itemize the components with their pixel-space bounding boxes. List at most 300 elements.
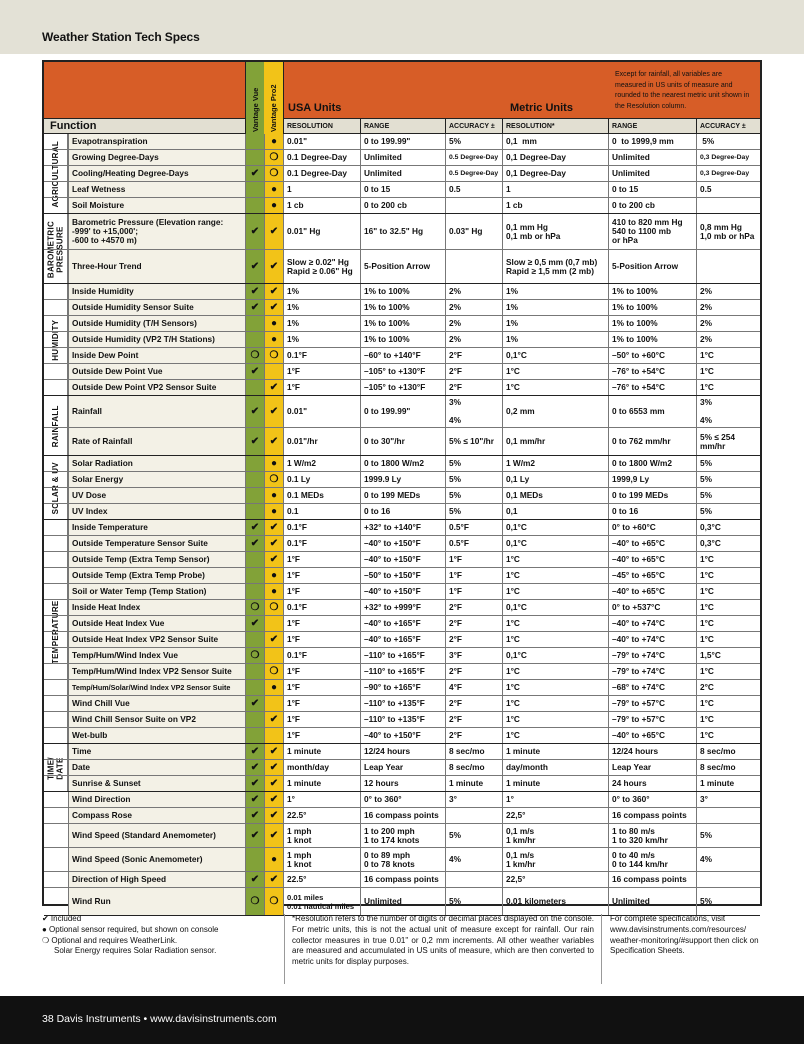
metric-resolution-cell: 1°C [502,584,608,599]
usa-resolution-cell: 0.01" Hg [283,214,360,249]
metric-resolution-cell: 1% [502,284,608,299]
usa-resolution-cell: 1°F [283,728,360,743]
usa-range-cell: –90° to +165°F [360,680,445,695]
function-cell: UV Dose [68,488,245,503]
usa-resolution-cell: 1 minute [283,744,360,759]
metric-accuracy-cell: 1°C [696,568,760,583]
table-row [44,792,760,808]
usa-range-cell: –110° to +165°F [360,648,445,663]
usa-resolution-cell: 1 minute [283,776,360,791]
usa-range-cell: +32° to +140°F [360,520,445,535]
usa-resolution-cell: 1°F [283,552,360,567]
usa-resolution-cell: 1 mph 1 knot [283,848,360,871]
legend-weatherlink: ❍ Optional and requires WeatherLink. [42,935,178,945]
usa-accuracy-cell: 5% [445,134,502,149]
metric-range-cell: –79° to +57°C [608,696,696,711]
resolution-footnote: *Resolution refers to the number of digits or decimal places displayed on the console. For metric units, this is not the actual unit of measure except for rainfall. Our rain collector measures in true 0.01" or 0,2 mm increments. All other weather variables are measured and accumulated in US units of measure, which are then converted to metric units for display purposes. [292,914,594,967]
table-row [44,776,760,792]
table-row [44,728,760,744]
usa-accuracy-cell: 3°F [445,648,502,663]
vantage-pro2-cell [264,728,283,743]
usa-resolution-cell: 1 cb [283,198,360,213]
function-cell: Temp/Hum/Wind Index VP2 Sensor Suite [68,664,245,679]
usa-range-cell: 0 to 15 [360,182,445,197]
table-row [44,616,760,632]
metric-range-cell: –40° to +65°C [608,584,696,599]
metric-accuracy-cell: 1°C [696,348,760,363]
vantage-vue-cell: ✔ [245,776,264,791]
vantage-vue-cell: ✔ [245,428,264,455]
usa-range-cell: 1% to 100% [360,284,445,299]
metric-range-cell: –40° to +65°C [608,728,696,743]
category-label: TEMPERATURE [50,600,60,664]
function-cell: Sunrise & Sunset [68,776,245,791]
usa-resolution-cell: 0.1°F [283,648,360,663]
metric-resolution-cell: 0,1 mm/hr [502,428,608,455]
usa-accuracy-cell: 4% [445,848,502,871]
usa-range-cell: 12/24 hours [360,744,445,759]
vantage-vue-cell: ✔ [245,166,264,181]
vantage-vue-cell [245,584,264,599]
metric-range-cell: 1% to 100% [608,332,696,347]
vantage-pro2-cell: ● [264,568,283,583]
function-cell: Cooling/Heating Degree-Days [68,166,245,181]
usa-range-cell: 1 to 200 mph 1 to 174 knots [360,824,445,847]
usa-range-cell: –50° to +150°F [360,568,445,583]
metric-resolution-cell: 1 minute [502,776,608,791]
table-row [44,214,760,250]
metric-accuracy-cell: 0,3°C [696,520,760,535]
vantage-pro2-cell [264,364,283,379]
function-cell: Solar Radiation [68,456,245,471]
metric-range-cell: 0° to +537°C [608,600,696,615]
metric-resolution-cell: 0,1 m/s 1 km/hr [502,824,608,847]
metric-range-cell: 0 to 16 [608,504,696,519]
legend-optional-sensor: ● Optional sensor required, but shown on console [42,924,219,934]
metric-range-cell: –50° to +60°C [608,348,696,363]
metric-range-cell: –40° to +65°C [608,536,696,551]
metric-resolution-cell: 1 [502,182,608,197]
vantage-vue-cell: ❍ [245,888,264,915]
usa-range-cell: –110° to +135°F [360,712,445,727]
usa-accuracy-cell: 0.5 Degree-Day [445,166,502,181]
vantage-pro2-cell: ✔ [264,536,283,551]
usa-resolution-cell: 0.1°F [283,520,360,535]
usa-range-cell: 16 compass points [360,872,445,887]
usa-range-cell: 16 compass points [360,808,445,823]
vantage-pro2-cell: ✔ [264,776,283,791]
vantage-vue-cell [245,848,264,871]
metric-accuracy-cell: 3° [696,792,760,807]
usa-range-cell: 0 to 1800 W/m2 [360,456,445,471]
vantage-pro2-cell: ✔ [264,792,283,807]
metric-range-cell: Unlimited [608,166,696,181]
metric-resolution-cell: 1°C [502,664,608,679]
usa-accuracy-cell: 5% [445,472,502,487]
metric-range-cell: 1% to 100% [608,316,696,331]
usa-accuracy-cell: 5% [445,504,502,519]
vantage-pro2-cell: ❍ [264,600,283,615]
function-cell: Wind Run [68,888,245,915]
table-row [44,182,760,198]
vantage-vue-cell: ✔ [245,520,264,535]
usa-resolution-cell: 1 [283,182,360,197]
usa-resolution-cell: 1°F [283,696,360,711]
vantage-pro2-cell [264,696,283,711]
category-label: AGRICULTURAL [50,140,60,208]
metric-range-cell: 0 to 6553 mm [608,396,696,427]
usa-range-cell: +32° to +999°F [360,600,445,615]
metric-accuracy-cell: 5% [696,888,760,915]
vantage-pro2-cell: ✔ [264,396,283,427]
metric-resolution-cell: 0,1°C [502,600,608,615]
usa-accuracy-cell: 2°F [445,632,502,647]
usa-accuracy-cell: 5% ≤ 10"/hr [445,428,502,455]
metric-range-cell: 0 to 200 cb [608,198,696,213]
usa-resolution-cell: 1°F [283,712,360,727]
metric-range-cell: 16 compass points [608,808,696,823]
usa-range-cell: Unlimited [360,150,445,165]
metric-range-cell: 0 to 1800 W/m2 [608,456,696,471]
metric-range-cell: Leap Year [608,760,696,775]
vantage-pro2-cell: ✔ [264,284,283,299]
metric-accuracy-cell [696,808,760,823]
usa-range-cell: 0 to 199 MEDs [360,488,445,503]
specs-table [42,60,762,911]
usa-resolution-cell: 22.5° [283,872,360,887]
vantage-vue-cell: ✔ [245,872,264,887]
vantage-vue-cell [245,316,264,331]
metric-resolution-cell: 1° [502,792,608,807]
usa-accuracy-cell: 0.5 Degree-Day [445,150,502,165]
vantage-vue-cell [245,552,264,567]
metric-accuracy-cell: 5% [696,472,760,487]
metric-resolution-cell: 1°C [502,728,608,743]
metric-resolution-cell: 0,1°C [502,520,608,535]
category-label: RAINFALL [50,405,60,447]
vantage-vue-cell: ✔ [245,744,264,759]
metric-accuracy-cell: 2% [696,332,760,347]
vantage-pro2-cell: ✔ [264,428,283,455]
metric-accuracy-cell [696,198,760,213]
table-row [44,504,760,520]
function-cell: Wet-bulb [68,728,245,743]
metric-accuracy-cell: 2% [696,284,760,299]
function-cell: Inside Heat Index [68,600,245,615]
table-row [44,166,760,182]
metric-resolution-cell: 22,5° [502,808,608,823]
function-cell: Leaf Wetness [68,182,245,197]
table-row [44,848,760,872]
usa-resolution-cell: 0.01" [283,396,360,427]
function-cell: Outside Humidity (VP2 T/H Stations) [68,332,245,347]
metric-accuracy-cell: 5% ≤ 254 mm/hr [696,428,760,455]
category-label: SOLAR & UV [50,461,60,515]
metric-accuracy-cell: 5% [696,504,760,519]
vantage-pro2-cell: ● [264,182,283,197]
footer-divider [601,914,602,984]
table-row [44,568,760,584]
metric-resolution-cell: 0,1 m/s 1 km/hr [502,848,608,871]
vantage-vue-cell [245,134,264,149]
usa-range-cell: –40° to +165°F [360,632,445,647]
vantage-pro2-cell: ❍ [264,166,283,181]
metric-range-cell: –79° to +74°C [608,648,696,663]
vantage-vue-cell [245,728,264,743]
legend-included: ✔ Included [42,914,82,923]
table-row [44,664,760,680]
usa-range-cell: Unlimited [360,888,445,915]
vantage-vue-cell [245,488,264,503]
function-cell: Outside Heat Index Vue [68,616,245,631]
usa-resolution-cell: 0.01"/hr [283,428,360,455]
metric-resolution-cell: 1% [502,316,608,331]
vantage-vue-cell [245,380,264,395]
metric-accuracy-cell: 1°C [696,664,760,679]
usa-range-cell: 16" to 32.5" Hg [360,214,445,249]
category-label: HUMIDITY [50,319,60,361]
usa-range-cell: 0° to 360° [360,792,445,807]
metric-range-cell: –76° to +54°C [608,364,696,379]
usa-resolution-cell: 1° [283,792,360,807]
usa-range-cell: 5-Position Arrow [360,250,445,283]
usa-accuracy-cell [445,198,502,213]
function-cell: Three-Hour Trend [68,250,245,283]
metric-range-cell: 1% to 100% [608,300,696,315]
usa-accuracy-cell: 2% [445,300,502,315]
vantage-pro2-cell: ● [264,848,283,871]
metric-resolution-cell: 1% [502,300,608,315]
metric-accuracy-cell: 2% [696,316,760,331]
vantage-pro2-cell: ✔ [264,380,283,395]
metric-range-cell: 0° to +60°C [608,520,696,535]
specs-link-note: For complete specifications, visit www.davisinstruments.com/resources/ weather-monitoring/#support then click on Specification Sheets. [610,914,759,956]
function-cell: UV Index [68,504,245,519]
metric-accuracy-cell: 1°C [696,552,760,567]
page-title: Weather Station Tech Specs [42,30,200,44]
metric-accuracy-cell: 8 sec/mo [696,760,760,775]
usa-accuracy-cell: 1°F [445,568,502,583]
metric-accuracy-cell [696,250,760,283]
metric-range-cell: 410 to 820 mm Hg 540 to 1100 mb or hPa [608,214,696,249]
metric-accuracy-cell: 0,8 mm Hg 1,0 mb or hPa [696,214,760,249]
metric-accuracy-cell: 0,3°C [696,536,760,551]
function-cell: Outside Temp (Extra Temp Sensor) [68,552,245,567]
function-cell: Compass Rose [68,808,245,823]
table-row [44,150,760,166]
usa-accuracy-cell: 2°F [445,696,502,711]
metric-units-header: Metric Units [510,102,573,114]
metric-accuracy-cell: 8 sec/mo [696,744,760,759]
metric-accuracy-cell: 2°C [696,680,760,695]
usa-resolution-cell: 1°F [283,380,360,395]
function-cell: Inside Dew Point [68,348,245,363]
metric-accuracy-cell: 2% [696,300,760,315]
table-row [44,712,760,728]
table-row [44,428,760,456]
usa-range-cell: –110° to +135°F [360,696,445,711]
vantage-vue-cell [245,712,264,727]
usa-resolution-cell: 1°F [283,664,360,679]
usa-accuracy-cell: 2% [445,332,502,347]
usa-range-cell: –105° to +130°F [360,364,445,379]
usa-accuracy-cell: 5% [445,824,502,847]
usa-range-cell: 0 to 199.99" [360,134,445,149]
usa-accuracy-cell: 0.5°F [445,520,502,535]
table-row [44,488,760,504]
vantage-vue-cell: ✔ [245,536,264,551]
table-row [44,760,760,776]
usa-resolution-cell: 1% [283,332,360,347]
function-cell: Direction of High Speed [68,872,245,887]
metric-accuracy-cell: 1°C [696,712,760,727]
metric-accuracy-cell: 5% [696,134,760,149]
function-cell: Soil Moisture [68,198,245,213]
vantage-vue-cell: ✔ [245,616,264,631]
metric-range-cell: 0 to 1999,9 mm [608,134,696,149]
usa-accuracy-cell: 2°F [445,712,502,727]
metric-resolution-cell: 1°C [502,552,608,567]
usa-accuracy-cell: 1°F [445,552,502,567]
metric-resolution-cell: 0,1 Degree-Day [502,166,608,181]
metric-range-cell: 24 hours [608,776,696,791]
vantage-vue-cell: ✔ [245,696,264,711]
legend-solar-note: Solar Energy requires Solar Radiation sensor. [54,946,217,956]
function-cell: Outside Humidity Sensor Suite [68,300,245,315]
function-cell: Outside Dew Point VP2 Sensor Suite [68,380,245,395]
metric-range-cell: –45° to +65°C [608,568,696,583]
function-cell: Growing Degree-Days [68,150,245,165]
usa-accuracy-cell [445,250,502,283]
metric-range-cell: 0 to 40 m/s 0 to 144 km/hr [608,848,696,871]
metric-accuracy-cell: 1°C [696,364,760,379]
metric-range-cell: –68° to +74°C [608,680,696,695]
metric-resolution-cell: 1°C [502,696,608,711]
metric-accuracy-cell: 5% [696,456,760,471]
function-cell: Wind Direction [68,792,245,807]
metric-resolution-cell: 1 cb [502,198,608,213]
usa-resolution-cell: 0.1°F [283,348,360,363]
metric-resolution-cell: 1°C [502,568,608,583]
page-footer: 38 Davis Instruments • www.davisinstruments.com [42,1013,277,1025]
function-cell: Time [68,744,245,759]
function-cell: Date [68,760,245,775]
vantage-pro2-cell: ● [264,332,283,347]
usa-resolution-cell: 0.1°F [283,536,360,551]
metric-range-cell: 1 to 80 m/s 1 to 320 km/hr [608,824,696,847]
usa-accuracy-cell: 0.5°F [445,536,502,551]
usa-accuracy-cell: 8 sec/mo [445,760,502,775]
vantage-pro2-cell: ● [264,680,283,695]
metric-resolution-cell: 0,1 Ly [502,472,608,487]
usa-range-cell: Unlimited [360,166,445,181]
usa-accuracy-cell: 1°F [445,584,502,599]
usa-range-cell: 0 to 16 [360,504,445,519]
function-cell: Outside Temperature Sensor Suite [68,536,245,551]
metric-range-cell: –76° to +54°C [608,380,696,395]
category-label: BAROMETRIC PRESSURE [46,220,64,278]
metric-resolution-cell: 1°C [502,712,608,727]
metric-range-cell: 0° to 360° [608,792,696,807]
usa-range-cell: 0 to 89 mph 0 to 78 knots [360,848,445,871]
metric-resolution-cell: 0,1°C [502,348,608,363]
vantage-pro2-cell: ✔ [264,552,283,567]
usa-resolution-cell: 0.1 [283,504,360,519]
usa-accuracy-cell: 2°F [445,380,502,395]
function-cell: Evapotranspiration [68,134,245,149]
vantage-pro2-cell: ✔ [264,744,283,759]
metric-resolution-cell: 1°C [502,616,608,631]
usa-resolution-cell: 0.1 Degree-Day [283,150,360,165]
usa-range-cell: –105° to +130°F [360,380,445,395]
usa-accuracy-cell: 2% [445,316,502,331]
metric-range-cell: Unlimited [608,150,696,165]
vantage-vue-cell: ✔ [245,396,264,427]
subheader-cell: ACCURACY ± [696,118,760,134]
table-row [44,134,760,150]
table-row [44,300,760,316]
vantage-vue-cell: ✔ [245,300,264,315]
vantage-pro2-cell: ● [264,456,283,471]
vantage-vue-cell [245,456,264,471]
subheader-cell: RESOLUTION* [502,118,608,134]
metric-accuracy-cell: 1°C [696,696,760,711]
metric-accuracy-cell: 0,3 Degree-Day [696,150,760,165]
metric-accuracy-cell: 1°C [696,616,760,631]
table-row [44,552,760,568]
metric-accuracy-cell: 1°C [696,728,760,743]
vantage-vue-cell [245,182,264,197]
vantage-vue-cell [245,632,264,647]
metric-range-cell: –40° to +74°C [608,616,696,631]
function-cell: Rate of Rainfall [68,428,245,455]
vantage-pro2-cell: ✔ [264,808,283,823]
usa-accuracy-cell: 2% [445,284,502,299]
usa-accuracy-cell: 2°F [445,364,502,379]
function-cell: Inside Humidity [68,284,245,299]
usa-range-cell: 1% to 100% [360,332,445,347]
usa-accuracy-cell: 2°F [445,664,502,679]
vantage-pro2-cell: ✔ [264,824,283,847]
table-row [44,824,760,848]
legend [42,914,282,957]
usa-range-cell: 1% to 100% [360,300,445,315]
vantage-pro2-cell: ● [264,198,283,213]
function-cell: Outside Heat Index VP2 Sensor Suite [68,632,245,647]
usa-accuracy-cell: 5% [445,456,502,471]
vantage-pro2-cell [264,616,283,631]
function-cell: Temp/Hum/Solar/Wind Index VP2 Sensor Suite [68,680,245,695]
metric-resolution-cell: 1°C [502,364,608,379]
vantage-vue-cell [245,664,264,679]
function-header: Function [50,120,97,132]
metric-range-cell: 12/24 hours [608,744,696,759]
metric-accuracy-cell: 1°C [696,632,760,647]
table-row [44,536,760,552]
table-row [44,198,760,214]
metric-range-cell: 1999,9 Ly [608,472,696,487]
usa-resolution-cell: 1 W/m2 [283,456,360,471]
metric-resolution-cell: 0,2 mm [502,396,608,427]
vantage-pro2-cell: ✔ [264,214,283,249]
table-row [44,284,760,300]
usa-resolution-cell: 22.5° [283,808,360,823]
metric-resolution-cell: 0,1°C [502,536,608,551]
vantage-pro2-cell: ❍ [264,888,283,915]
table-row [44,380,760,396]
metric-resolution-cell: 1°C [502,632,608,647]
usa-range-cell: –40° to +150°F [360,728,445,743]
